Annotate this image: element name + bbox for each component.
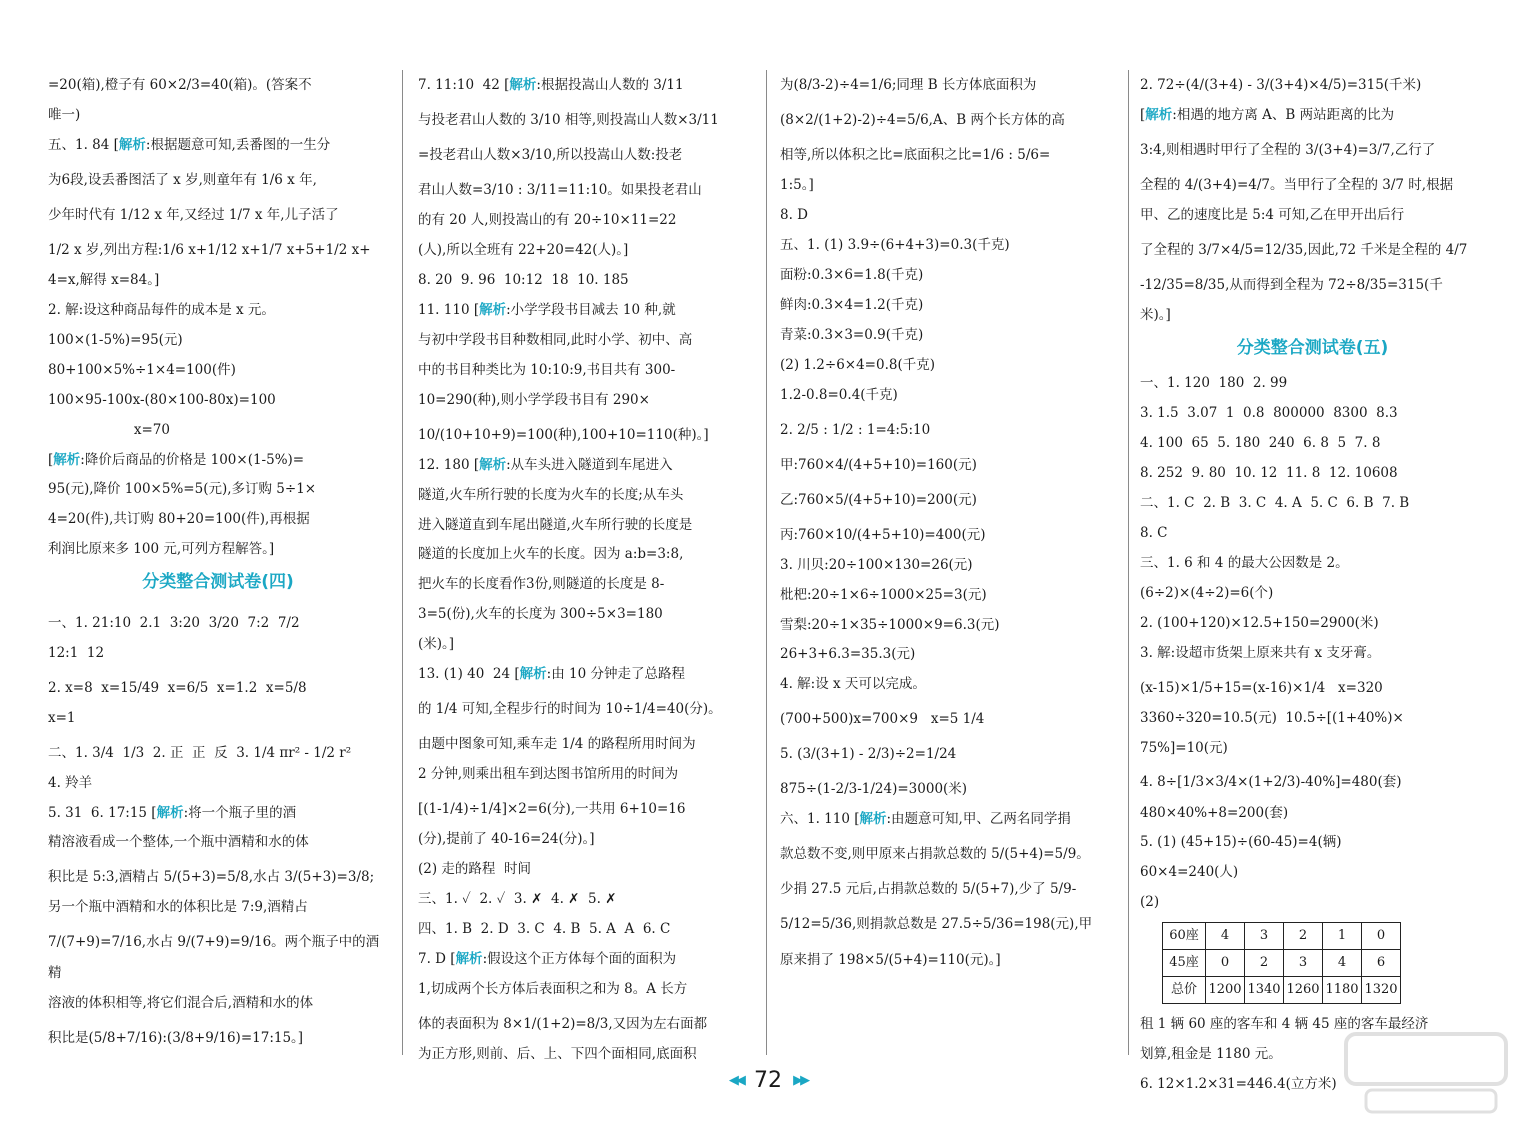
answer-line: 2. 72÷(4/(3+4) - 3/(3+4)×4/5)=315(千米) (1140, 77, 1422, 93)
answer-line: 面粉:0.3×6=1.8(千克) (780, 266, 924, 283)
answer-line: 君山人数=3/10 : 3/11=11:10。如果投老君山 (418, 182, 702, 199)
answer-line: 少捐 27.5 元后,占捐款总数的 5/(5+7),少了 5/9- (780, 881, 1077, 898)
answer-line: 二、1. 3/4 1/3 2. 正 正 反 3. 1/4 πr² - 1/2 r² (48, 744, 352, 761)
answer-line: 480×40%+8=200(套) (1140, 804, 1289, 821)
answer-line: 与投老君山人数的 3/10 相等,则投嵩山人数×3/11 (418, 112, 719, 129)
answer-line: 款总数不变,则甲原来占捐款总数的 5/(5+4)=5/9。 (780, 846, 1090, 863)
answer-line: (700+500)x=700×9 x=5 1/4 (780, 711, 985, 728)
answer-line: 乙:760×5/(4+5+10)=200(元) (780, 491, 977, 508)
answer-line: 少年时代有 1/12 x 年,又经过 1/7 x 年,儿子活了 (48, 206, 339, 223)
column-2 (418, 70, 758, 1060)
answer-line: 了全程的 3/7×4/5=12/35,因此,72 千米是全程的 4/7 (1140, 241, 1468, 258)
table-cell: 0 (1362, 923, 1401, 950)
section-title: 分类整合测试卷(四) (142, 572, 294, 593)
answer-line: 3. 解:设超市货架上原来共有 x 支牙膏。 (1140, 644, 1381, 661)
analysis-keyword: 解析 (509, 77, 537, 93)
answer-line: 2 分钟,则乘出租车到达图书馆所用的时间为 (418, 766, 679, 783)
answer-line: 12:1 12 (48, 644, 105, 661)
answer-line: 2. x=8 x=15/49 x=6/5 x=1.2 x=5/8 (48, 679, 307, 696)
answer-line: 2. (100+120)×12.5+150=2900(米) (1140, 614, 1379, 631)
answer-line: (分),提前了 40-16=24(分)。] (418, 831, 595, 848)
answer-line: [(1-1/4)÷1/4]×2=6(分),一共用 6+10=16 (418, 801, 686, 818)
answer-line: 把火车的长度看作3份,则隧道的长度是 8- (418, 576, 665, 593)
answer-line: 4. 8÷[1/3×3/4×(1+2/3)-40%]=480(套) (1140, 774, 1402, 791)
answer-line: 的有 20 人,则投嵩山的有 20÷10×11=22 (418, 212, 677, 229)
answer-line: 丙:760×10/(4+5+10)=400(元) (780, 526, 986, 543)
answer-line: 100×(1-5%)=95(元) (48, 331, 183, 348)
answer-line: 为正方形,则前、后、上、下四个面相同,底面积 (418, 1045, 697, 1062)
answer-line: (2) 走的路程 时间 (418, 861, 531, 878)
answer-line: 11. 110 [解析:小学学段书目减去 10 种,就 (418, 301, 676, 318)
answer-line: (6÷2)×(4÷2)=6(个) (1140, 584, 1274, 601)
answer-line: 10=290(种),则小学学段书目有 290× (418, 391, 650, 408)
answer-line: 三、1. ✓ 2. ✓ 3. ✗ 4. ✗ 5. ✗ (418, 890, 617, 907)
next-arrow-icon: ▶▶ (793, 1073, 808, 1088)
answer-line: 4=x,解得 x=84。] (48, 272, 160, 289)
table-cell: 4 (1323, 950, 1362, 977)
table-cell: 45座 (1163, 950, 1206, 977)
answer-line: 隧道,火车所行驶的长度为火车的长度;从车头 (418, 486, 684, 503)
analysis-keyword: 解析 (519, 666, 547, 683)
price-table (1162, 922, 1401, 1004)
answer-line: 4. 100 65 5. 180 240 6. 8 5 7. 8 (1140, 435, 1381, 452)
answer-line: 75%]=10(元) (1140, 739, 1228, 756)
answer-line: 另一个瓶中酒精和水的体积比是 7:9,酒精占 (48, 899, 308, 916)
table-cell: 1 (1323, 923, 1362, 950)
analysis-keyword: 解析 (455, 950, 483, 967)
answer-line: =20(箱),橙子有 60×2/3=40(箱)。(答案不 (48, 77, 312, 93)
answer-line: 3. 川贝:20÷100×130=26(元) (780, 556, 973, 573)
answer-line: 积比是 5:3,酒精占 5/(5+3)=5/8,水占 3/(5+3)=3/8; (48, 869, 375, 886)
table-cell: 60座 (1163, 923, 1206, 950)
answer-line: 3:4,则相遇时甲行了全程的 3/(3+4)=3/7,乙行了 (1140, 141, 1436, 158)
analysis-keyword: 解析 (53, 451, 81, 468)
answer-line: 3. 1.5 3.07 1 0.8 800000 8300 8.3 (1140, 405, 1398, 422)
table-cell: 0 (1206, 950, 1245, 977)
answer-line: 3=5(份),火车的长度为 300÷5×3=180 (418, 606, 663, 623)
table-cell: 2 (1284, 923, 1323, 950)
answer-line: 13. (1) 40 24 [解析:由 10 分钟走了总路程 (418, 666, 685, 683)
answer-line: 二、1. C 2. B 3. C 4. A 5. C 6. B 7. B (1140, 495, 1410, 512)
watermark-logo (1336, 1026, 1516, 1121)
answer-line: 与初中学段书目种数相同,此时小学、初中、高 (418, 331, 693, 348)
answer-line: 体的表面积为 8×1/(1+2)=8/3,又因为左右面都 (418, 1015, 708, 1032)
table-cell: 1320 (1362, 977, 1401, 1004)
table-cell: 2 (1245, 950, 1284, 977)
answer-line: 精溶液看成一个整体,一个瓶中酒精和水的体 (48, 834, 309, 851)
page-footer (0, 1068, 1536, 1098)
answer-line: 100×95-100x-(80×100-80x)=100 (48, 391, 276, 408)
table-cell: 3 (1245, 923, 1284, 950)
answer-line: 全程的 4/(3+4)=4/7。当甲行了全程的 3/7 时,根据 (1140, 177, 1454, 194)
answer-line: 4=20(件),共订购 80+20=100(件),再根据 (48, 511, 310, 528)
answer-line: 由题中图象可知,乘车走 1/4 的路程所用时间为 (418, 736, 696, 753)
answer-line: 5. 31 6. 17:15 [解析:将一个瓶子里的酒 (48, 804, 297, 821)
answer-line: 中的书目种类比为 10:10:9,书目共有 300- (418, 361, 676, 378)
table-row (1163, 923, 1401, 950)
answer-line: 875÷(1-2/3-1/24)=3000(米) (780, 781, 968, 798)
answer-line: 1:5。] (780, 177, 814, 194)
answer-line: (2) 1.2÷6×4=0.8(千克) (780, 356, 935, 373)
answer-line: 为6段,设丢番图活了 x 岁,则童年有 1/6 x 年, (48, 171, 317, 188)
answer-line: 原来捐了 198×5/(5+4)=110(元)。] (780, 951, 1001, 968)
answer-line: 溶液的体积相等,将它们混合后,酒精和水的体 (48, 995, 314, 1012)
answer-line: x=70 (48, 421, 170, 438)
answer-line: 5/12=5/36,则捐款总数是 27.5÷5/36=198(元),甲 (780, 916, 1093, 933)
answer-line: (米)。] (418, 636, 455, 653)
answer-line: x=1 (48, 709, 76, 726)
table-cell: 1180 (1323, 977, 1362, 1004)
answer-line: 60×4=240(人) (1140, 864, 1239, 881)
answer-line: 8. D (780, 207, 808, 224)
answer-line: 4. 羚羊 (48, 774, 93, 791)
answer-line: (8×2/(1+2)-2)÷4=5/6,A、B 两个长方体的高 (780, 112, 1065, 129)
table-cell: 3 (1284, 950, 1323, 977)
answer-line: [解析:相遇的地方离 A、B 两站距离的比为 (1140, 107, 1395, 124)
answer-line: 4. 解:设 x 天可以完成。 (780, 676, 926, 693)
answer-line: 三、1. 6 和 4 的最大公因数是 2。 (1140, 554, 1349, 571)
analysis-keyword: 解析 (859, 811, 887, 828)
table-cell: 总价 (1163, 977, 1206, 1004)
prev-arrow-icon: ◀◀ (728, 1073, 743, 1088)
answer-line: 1/2 x 岁,列出方程:1/6 x+1/12 x+1/7 x+5+1/2 x+ (48, 241, 371, 258)
answer-line: 鲜肉:0.3×4=1.2(千克) (780, 296, 924, 313)
answer-line: 雪梨:20÷1×35÷1000×9=6.3(元) (780, 616, 1000, 633)
answer-line: 六、1. 110 [解析:由题意可知,甲、乙两名同学捐 (780, 811, 1071, 828)
answer-line: 5. (1) (45+15)÷(60-45)=4(辆) (1140, 834, 1342, 851)
answer-line: 隧道的长度加上火车的长度。因为 a:b=3:8, (418, 546, 684, 563)
column-4 (1140, 70, 1485, 1093)
answer-line: 积比是(5/8+7/16):(3/8+9/16)=17:15。] (48, 1030, 304, 1047)
table-row (1163, 950, 1401, 977)
column-3 (780, 70, 1120, 1060)
answer-line: (人),所以全班有 22+20=42(人)。] (418, 242, 629, 259)
answer-line: [解析:降价后商品的价格是 100×(1-5%)= (48, 451, 305, 468)
answer-line: 12. 180 [解析:从车头进入隧道到车尾进入 (418, 456, 673, 473)
analysis-keyword: 解析 (479, 301, 507, 318)
answer-line: 一、1. 120 180 2. 99 (1140, 375, 1288, 392)
answer-line: 7/(7+9)=7/16,水占 9/(7+9)=9/16。两个瓶子中的酒精 (48, 934, 380, 982)
column-divider (1128, 70, 1129, 1055)
answer-line: 7. 11:10 42 [解析:根据投嵩山人数的 3/11 (418, 77, 684, 93)
analysis-keyword: 解析 (479, 456, 507, 473)
answer-line: 五、1. 84 [解析:根据题意可知,丢番图的一生分 (48, 136, 331, 153)
answer-line: 利润比原来多 100 元,可列方程解答。] (48, 541, 275, 558)
answer-line: 青菜:0.3×3=0.9(千克) (780, 326, 924, 343)
answer-line: 26+3+6.3=35.3(元) (780, 646, 916, 663)
table-cell: 1200 (1206, 977, 1245, 1004)
answer-line: 甲:760×4/(4+5+10)=160(元) (780, 456, 977, 473)
table-cell: 1260 (1284, 977, 1323, 1004)
answer-line: 6. 12×1.2×31=446.4(立方米) (1140, 1076, 1337, 1093)
page-number: 72 (754, 1068, 782, 1093)
table-cell: 1340 (1245, 977, 1284, 1004)
answer-line: 五、1. (1) 3.9÷(6+4+3)=0.3(千克) (780, 236, 1010, 253)
answer-line: 7. D [解析:假设这个正方体每个面的面积为 (418, 950, 677, 967)
answer-line: 8. C (1140, 524, 1168, 541)
answer-line: 相等,所以体积之比=底面积之比=1/6 : 5/6= (780, 147, 1051, 164)
answer-line: 1.2-0.8=0.4(千克) (780, 386, 898, 403)
answer-line: 80+100×5%÷1×4=100(件) (48, 361, 236, 378)
answer-line: 2. 2/5 : 1/2 : 1=4:5:10 (780, 421, 931, 438)
answer-line: -12/35=8/35,从而得到全程为 72÷8/35=315(千 (1140, 277, 1443, 294)
answer-line: 租 1 辆 60 座的客车和 4 辆 45 座的客车最经济 (1140, 1016, 1429, 1033)
table-cell: 6 (1362, 950, 1401, 977)
analysis-keyword: 解析 (118, 136, 146, 153)
answer-line: 唯一) (48, 107, 81, 124)
answer-line: 8. 20 9. 96 10:12 18 10. 185 (418, 272, 629, 289)
answer-line: 枇杷:20÷1×6÷1000×25=3(元) (780, 586, 987, 603)
answer-line: 1,切成两个长方体后表面积之和为 8。A 长方 (418, 980, 688, 997)
answer-line: 10/(10+10+9)=100(种),100+10=110(种)。] (418, 426, 709, 443)
answer-line: 5. (3/(3+1) - 2/3)÷2=1/24 (780, 746, 957, 763)
answer-line: =投老君山人数×3/10,所以投嵩山人数:投老 (418, 147, 683, 164)
answer-line: 一、1. 21:10 2.1 3:20 3/20 7:2 7/2 (48, 614, 300, 631)
answer-line: 为(8/3-2)÷4=1/6;同理 B 长方体底面积为 (780, 77, 1037, 93)
answer-line: 四、1. B 2. D 3. C 4. B 5. A A 6. C (418, 920, 671, 937)
answer-line: (x-15)×1/5+15=(x-16)×1/4 x=320 (1140, 679, 1383, 696)
answer-line: 甲、乙的速度比是 5:4 可知,乙在甲开出后行 (1140, 207, 1405, 224)
column-divider (766, 70, 767, 1055)
column-1 (48, 70, 388, 1060)
answer-line: 划算,租金是 1180 元。 (1140, 1046, 1282, 1063)
answer-line: 进入隧道直到车尾出隧道,火车所行驶的长度是 (418, 516, 693, 533)
analysis-keyword: 解析 (1145, 107, 1173, 124)
answer-line: (2) (1140, 894, 1160, 911)
column-divider (402, 70, 403, 1055)
answer-line: 的 1/4 可知,全程步行的时间为 10÷1/4=40(分)。 (418, 701, 722, 718)
answer-line: 3360÷320=10.5(元) 10.5÷[(1+40%)× (1140, 709, 1404, 726)
table-cell: 4 (1206, 923, 1245, 950)
analysis-keyword: 解析 (156, 804, 184, 821)
section-title: 分类整合测试卷(五) (1236, 338, 1389, 358)
answer-line: 米)。] (1140, 307, 1171, 324)
answer-line: 95(元),降价 100×5%=5(元),多订购 5÷1× (48, 481, 317, 498)
table-row (1163, 977, 1401, 1004)
answer-line: 8. 252 9. 80 10. 12 11. 8 12. 10608 (1140, 465, 1398, 482)
answer-line: 2. 解:设这种商品每件的成本是 x 元。 (48, 301, 275, 318)
